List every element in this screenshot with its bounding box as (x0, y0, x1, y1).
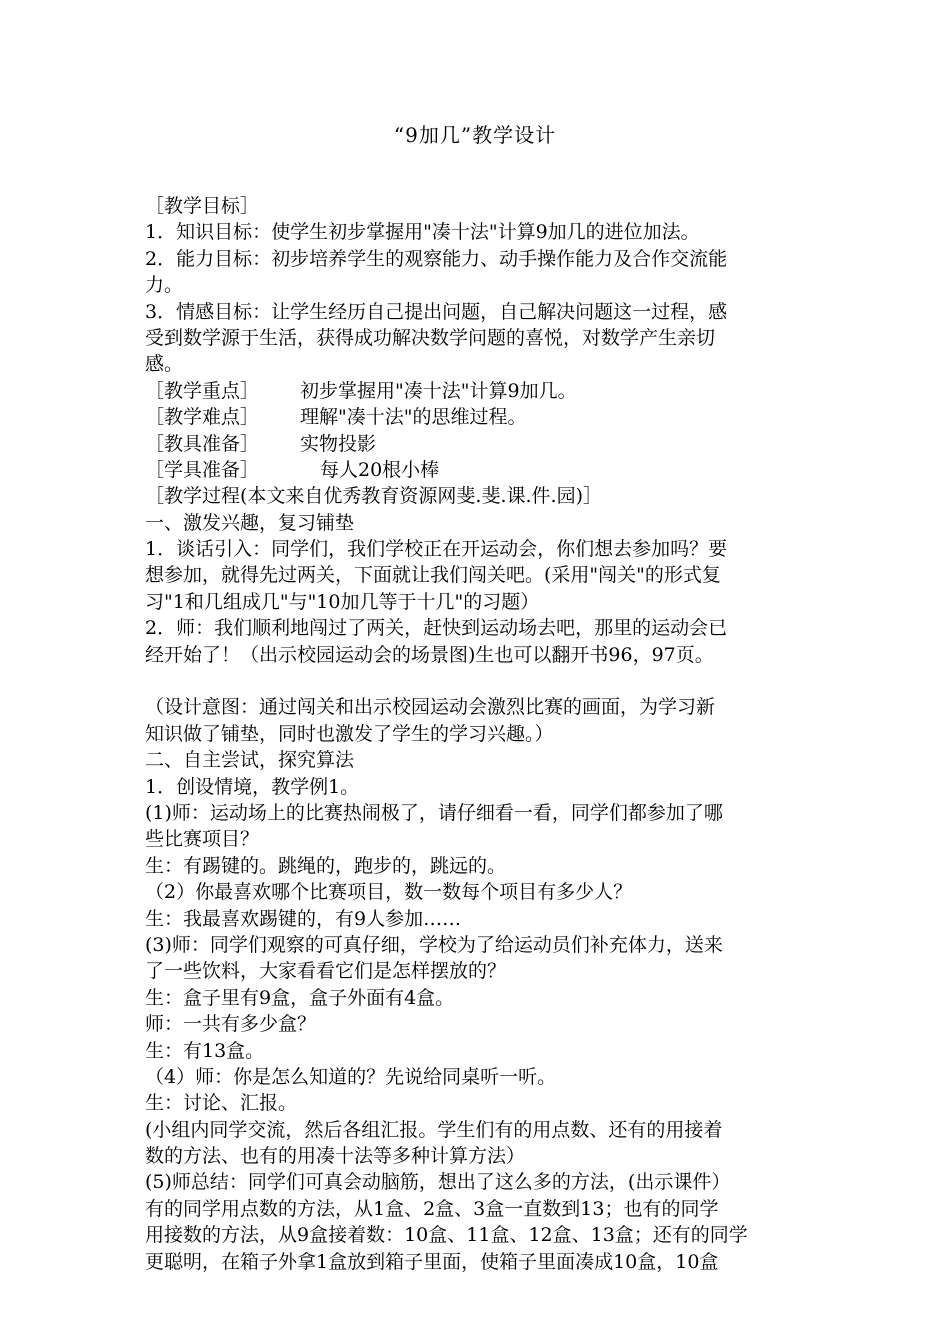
prep-label: ［教学重点］ (145, 379, 260, 402)
paragraph-line: 感。 (145, 353, 184, 376)
prep-value: 理解"凑十法"的思维过程。 (300, 406, 527, 429)
paragraph-line: (小组内同学交流，然后各组汇报。学生们有的用点数、还有的用接着 (145, 1118, 723, 1141)
paragraph-line: 知识做了铺垫，同时也激发了学生的学习兴趣。） (145, 722, 554, 745)
paragraph-line: 力。 (145, 274, 184, 297)
prep-value: 初步掌握用"凑十法"计算9加几。 (300, 379, 577, 402)
document-title: “9加几”教学设计 (393, 123, 557, 147)
paragraph-line: 1．谈话引入：同学们，我们学校正在开运动会，你们想去参加吗？要 (145, 538, 728, 561)
prep-label: ［学具准备］ (145, 458, 260, 481)
paragraph-line: 1．创设情境，教学例1。 (145, 775, 360, 798)
paragraph-line: 师：一共有多少盒？ (145, 1013, 317, 1036)
paragraph-line: 了一些饮料，大家看看它们是怎样摆放的？ (145, 960, 507, 983)
paragraph-line: 经开始了！（出示校园运动会的场景图)生也可以翻开书96，97页。 (145, 643, 714, 666)
paragraph-line: 习"1和几组成几"与"10加几等于十几"的习题） (145, 590, 540, 613)
prep-value: 实物投影 (300, 432, 377, 455)
paragraph-line: 生：我最喜欢踢键的，有9人参加…… (145, 907, 462, 930)
paragraph-line: 想参加，就得先过两关，下面就让我们闯关吧。(采用"闯关"的形式复 (145, 564, 721, 587)
paragraph-line: （设计意图：通过闯关和出示校园运动会激烈比赛的画面，为学习新 (145, 696, 716, 719)
paragraph-line: (1)师：运动场上的比赛热闹极了，请仔细看一看，同学们都参加了哪 (145, 801, 723, 824)
prep-row-student-tools (145, 457, 810, 483)
document-body (145, 193, 810, 1275)
section-heading-process: ［教学过程(本文来自优秀教育资源网斐.斐.课.件.园)］ (145, 485, 602, 508)
paragraph-line: （2）你最喜欢哪个比赛项目，数一数每个项目有多少人？ (145, 881, 633, 904)
prep-row-teaching-tools (145, 431, 810, 457)
paragraph-line: 些比赛项目？ (145, 828, 260, 851)
subsection-heading: 二、自主尝试，探究算法 (145, 749, 355, 772)
paragraph-line: 2．师：我们顺利地闯过了两关，赶快到运动场去吧，那里的运动会已 (145, 617, 728, 640)
blank-line (145, 668, 810, 694)
prep-row-difficulty (145, 404, 810, 430)
section-heading-objectives: ［教学目标］ (145, 195, 260, 217)
paragraph-line: 生：有踢键的。跳绳的，跑步的，跳远的。 (145, 854, 507, 877)
paragraph-line: (3)师：同学们观察的可真仔细，学校为了给运动员们补充体力，送来 (145, 933, 723, 956)
paragraph-line: (5)师总结：同学们可真会动脑筋，想出了这么多的方法，(出示课件） (145, 1171, 731, 1194)
paragraph-line: 3．情感目标：让学生经历自己提出问题，自己解决问题这一过程，感 (145, 300, 728, 323)
paragraph-line: 2．能力目标：初步培养学生的观察能力、动手操作能力及合作交流能 (145, 247, 728, 270)
paragraph-line: 数的方法、也有的用凑十法等多种计算方法） (145, 1145, 526, 1168)
paragraph-line: 有的同学用点数的方法，从1盒、2盒、3盒一直数到13；也有的同学 (145, 1197, 719, 1220)
prep-value: 每人20根小棒 (320, 458, 440, 481)
paragraph-line: 生：讨论、汇报。 (145, 1092, 298, 1115)
paragraph-line: 1．知识目标：使学生初步掌握用"凑十法"计算9加几的进位加法。 (145, 221, 700, 244)
paragraph-line: 更聪明，在箱子外拿1盒放到箱子里面，使箱子里面凑成10盒，10盒 (145, 1250, 719, 1273)
paragraph-line: 受到数学源于生活，获得成功解决数学问题的喜悦，对数学产生亲切 (145, 326, 716, 349)
prep-label: ［教具准备］ (145, 432, 260, 455)
paragraph-line: 用接数的方法，从9盒接着数：10盒、11盒、12盒、13盒；还有的同学 (145, 1224, 748, 1247)
paragraph-line: 生：有13盒。 (145, 1039, 265, 1062)
subsection-heading: 一、激发兴趣，复习铺垫 (145, 511, 355, 534)
prep-row-key-point (145, 378, 810, 404)
paragraph-line: 生：盒子里有9盒，盒子外面有4盒。 (145, 986, 455, 1009)
paragraph-line: （4）师：你是怎么知道的？先说给同桌听一听。 (145, 1065, 557, 1088)
prep-label: ［教学难点］ (145, 406, 260, 429)
